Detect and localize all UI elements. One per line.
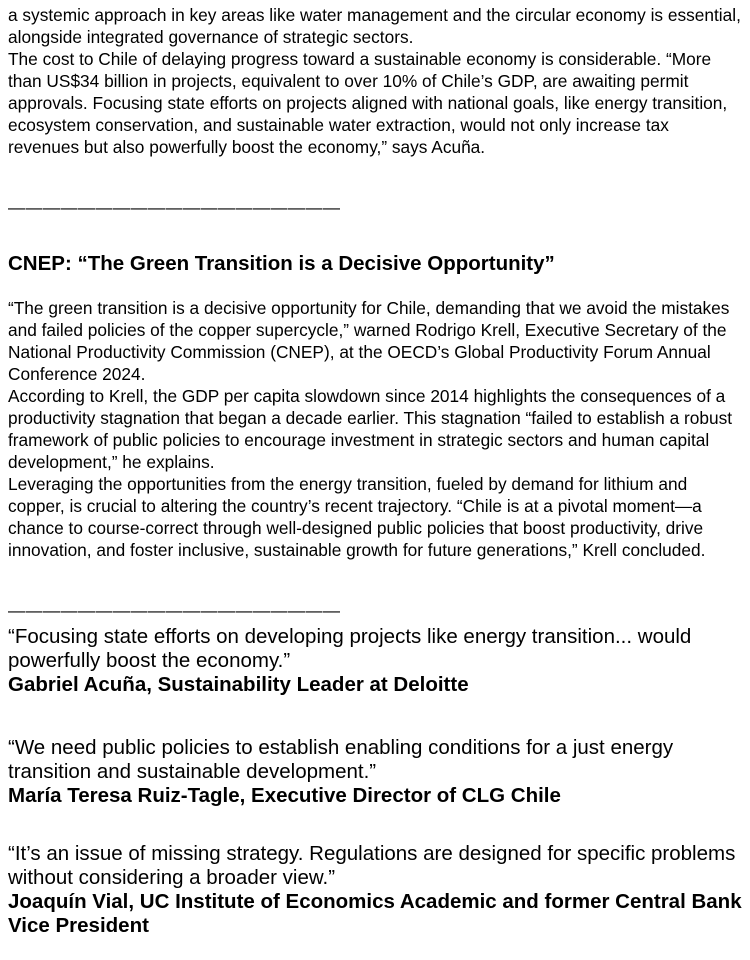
section-divider: ——————————————————— bbox=[8, 601, 341, 620]
quote-text: “Focusing state efforts on developing projects like energy transition... would powerfully boost the economy.” bbox=[8, 625, 692, 672]
quote-author: Gabriel Acuña, Sustainability Leader at Deloitte bbox=[8, 673, 469, 696]
quote-author: María Teresa Ruiz-Tagle, Executive Director of CLG Chile bbox=[8, 784, 561, 807]
quote-text: “It’s an issue of missing strategy. Regulations are designed for specific problems without considering a broader view.” bbox=[8, 842, 736, 889]
pull-quote bbox=[8, 625, 748, 697]
pull-quote bbox=[8, 842, 748, 938]
pull-quote bbox=[8, 736, 748, 808]
intro-section bbox=[8, 4, 744, 158]
intro-paragraph-2: The cost to Chile of delaying progress toward a sustainable economy is considerable. “More than US$34 billion in projects, equivalent to over 10% of Chile’s GDP, are awaiting permit approvals. Focusing state efforts on projects aligned with national goals, like energy transition, ecosystem conservation, and sustainable water extraction, would not only increase tax revenues but also powerfully boost the economy,” says Acuña. bbox=[8, 49, 728, 157]
cnep-paragraph-2: According to Krell, the GDP per capita slowdown since 2014 highlights the consequences of a productivity stagnation that began a decade earlier. This stagnation “failed to establish a robust framework of public policies to encourage investment in strategic sectors and human capital development,” he explains. bbox=[8, 386, 733, 472]
cnep-paragraph-3: Leveraging the opportunities from the energy transition, fueled by demand for lithium and copper, is crucial to altering the country’s recent trajectory. “Chile is at a pivotal moment—a chance to course-correct through well-designed public policies that boost productivity, drive innovation, and foster inclusive, sustainable growth for future generations,” Krell concluded. bbox=[8, 474, 706, 560]
cnep-heading: CNEP: “The Green Transition is a Decisive Opportunity” bbox=[8, 252, 555, 275]
section-divider: ——————————————————— bbox=[8, 198, 341, 217]
quote-text: “We need public policies to establish enabling conditions for a just energy transition and sustainable development.” bbox=[8, 736, 674, 783]
intro-paragraph-1: a systemic approach in key areas like water management and the circular economy is essential, alongside integrated governance of strategic sectors. bbox=[8, 5, 741, 47]
cnep-paragraph-1: “The green transition is a decisive opportunity for Chile, demanding that we avoid the mistakes and failed policies of the copper supercycle,” warned Rodrigo Krell, Executive Secretary of the National Productivity Commission (CNEP), at the OECD’s Global Productivity Forum Annual Conference 2024. bbox=[8, 298, 730, 384]
cnep-section bbox=[8, 297, 744, 561]
quote-author: Joaquín Vial, UC Institute of Economics Academic and former Central Bank Vice President bbox=[8, 890, 742, 937]
